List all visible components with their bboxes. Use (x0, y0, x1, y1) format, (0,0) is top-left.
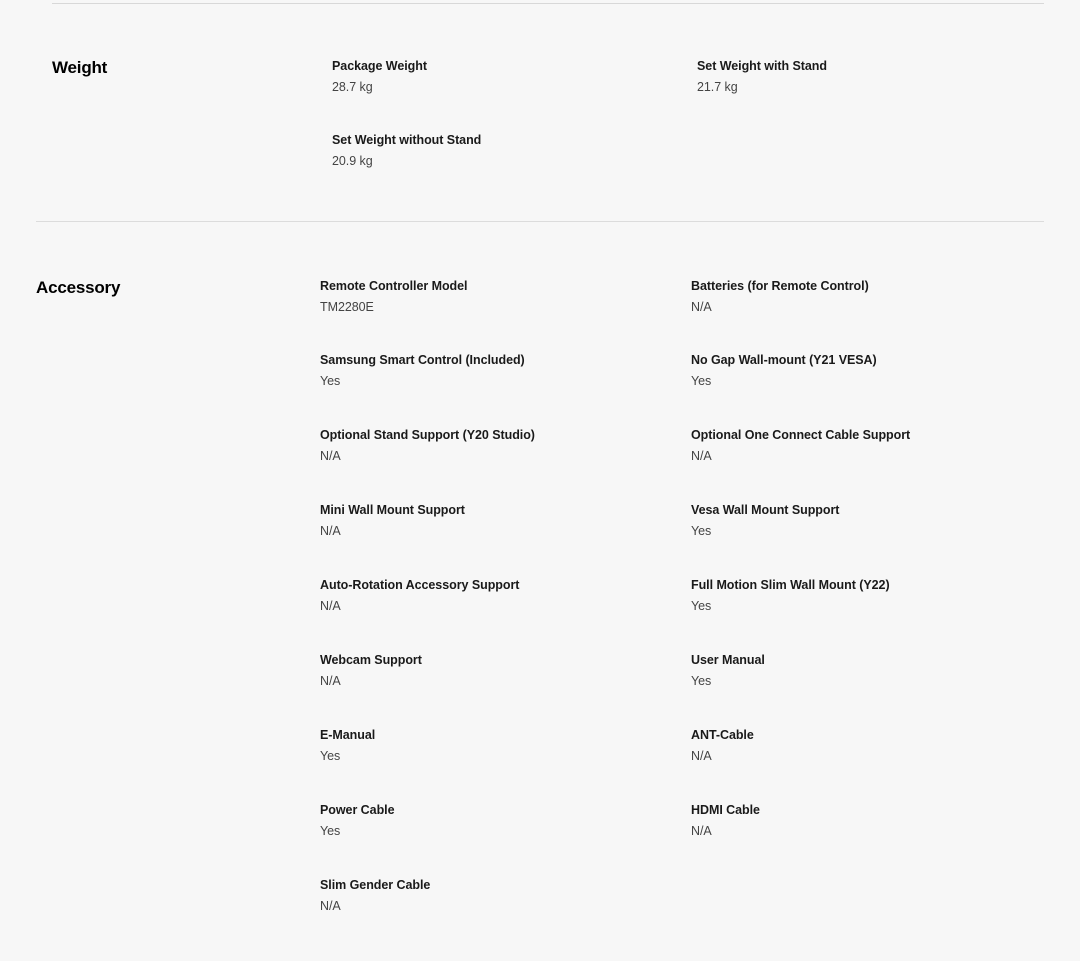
spec-value: N/A (320, 524, 341, 538)
spec-value: N/A (320, 599, 341, 613)
spec-item (320, 427, 650, 464)
spec-label: E-Manual (320, 728, 376, 742)
spec-item (691, 427, 1021, 464)
spec-label: Set Weight with Stand (697, 59, 827, 73)
spec-label: HDMI Cable (691, 803, 760, 817)
spec-label: Remote Controller Model (320, 279, 468, 293)
spec-value: Yes (320, 374, 341, 388)
spec-value: N/A (691, 300, 712, 314)
spec-item (691, 727, 1021, 764)
spec-value: N/A (320, 674, 341, 688)
spec-item (320, 877, 650, 914)
spec-value: Yes (320, 749, 341, 763)
spec-label: Set Weight without Stand (332, 133, 482, 147)
section-divider (36, 221, 1044, 222)
spec-label: Vesa Wall Mount Support (691, 503, 840, 517)
spec-value: Yes (691, 374, 712, 388)
spec-item (320, 727, 650, 764)
spec-value: N/A (691, 824, 712, 838)
spec-value: 20.9 kg (332, 154, 373, 168)
spec-item (691, 802, 1021, 839)
spec-value: Yes (691, 524, 712, 538)
spec-item (691, 278, 1021, 315)
spec-item (691, 502, 1021, 539)
spec-label: Webcam Support (320, 653, 422, 667)
spec-item (697, 58, 1027, 95)
spec-item (691, 352, 1021, 389)
top-divider (52, 3, 1044, 4)
spec-label: No Gap Wall-mount (Y21 VESA) (691, 353, 877, 367)
section-title-accessory: Accessory (36, 278, 121, 297)
spec-item (320, 352, 650, 389)
spec-value: N/A (320, 449, 341, 463)
spec-item (332, 58, 662, 95)
spec-item (320, 577, 650, 614)
spec-label: Slim Gender Cable (320, 878, 431, 892)
spec-label: Full Motion Slim Wall Mount (Y22) (691, 578, 890, 592)
spec-value: TM2280E (320, 300, 374, 314)
spec-label: Optional One Connect Cable Support (691, 428, 911, 442)
spec-label: Mini Wall Mount Support (320, 503, 465, 517)
spec-item (320, 278, 650, 315)
spec-value: Yes (320, 824, 341, 838)
spec-label: Power Cable (320, 803, 395, 817)
spec-item (691, 577, 1021, 614)
spec-item (691, 652, 1021, 689)
spec-label: ANT-Cable (691, 728, 754, 742)
spec-label: Auto-Rotation Accessory Support (320, 578, 520, 592)
spec-value: N/A (320, 899, 341, 913)
spec-value: Yes (691, 674, 712, 688)
spec-item (320, 502, 650, 539)
spec-item (320, 652, 650, 689)
spec-value: 21.7 kg (697, 80, 738, 94)
spec-value: N/A (691, 749, 712, 763)
spec-value: Yes (691, 599, 712, 613)
spec-label: Optional Stand Support (Y20 Studio) (320, 428, 535, 442)
spec-item (332, 132, 662, 169)
spec-value: 28.7 kg (332, 80, 373, 94)
section-title-weight: Weight (52, 58, 108, 77)
spec-label: Batteries (for Remote Control) (691, 279, 869, 293)
spec-label: Samsung Smart Control (Included) (320, 353, 525, 367)
spec-value: N/A (691, 449, 712, 463)
spec-label: User Manual (691, 653, 765, 667)
spec-item (320, 802, 650, 839)
spec-label: Package Weight (332, 59, 427, 73)
